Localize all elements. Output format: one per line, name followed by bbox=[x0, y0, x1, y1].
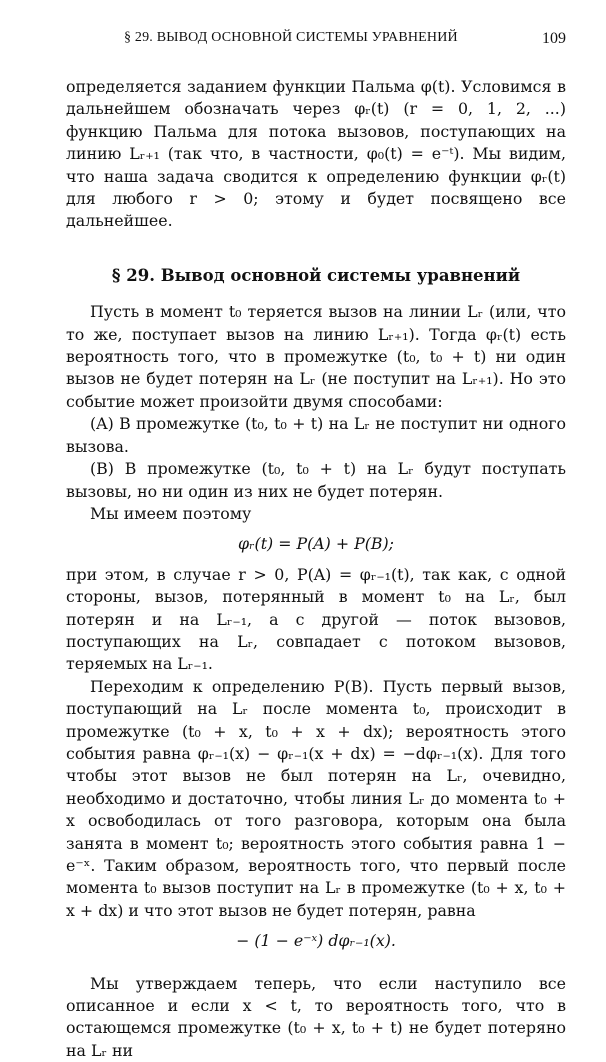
spacer bbox=[66, 961, 566, 973]
paragraph-4: Мы утверждаем теперь, что если наступило все описанное и если x < t, то вероятность того, что в остающемся промежутке (t₀ + x, t₀ + t) не будет потеряно на Lᵣ ни bbox=[66, 973, 566, 1060]
paragraph-3: Переходим к определению P(B). Пусть первый вызов, поступающий на Lᵣ после момента t₀, происходит в промежутке (t₀ + x, t₀ + x + dx); вероятность этого события равна φᵣ₋₁(x) − φᵣ₋₁(x + dx) = −dφᵣ₋₁(x). Для того чтобы этот вызов не был потерян на Lᵣ, очевидно, необходимо и достаточно, чтобы линия Lᵣ до момента t₀ + x освободилась от того разговора, которым она была занята в момент t₀; вероятность этого события равна 1 − e⁻ˣ. Таким образом, вероятность того, что первый после момента t₀ вызов поступит на Lᵣ в промежутке (t₀ + x, t₀ + x + dx) и что этот вызов не будет потерян, равна bbox=[66, 676, 566, 920]
paragraph-thus: Мы имеем поэтому bbox=[90, 503, 252, 523]
formula-2: − (1 − e⁻ˣ) dφᵣ₋₁(x). bbox=[236, 931, 396, 951]
paragraph-1: Пусть в момент t₀ теряется вызов на линии Lᵣ (или, что то же, поступает вызов на линию Lᵣ₊₁). Тогда φᵣ(t) есть вероятность того, что в промежутке (t₀, t₀ + t) ни один вызов не будет потерян на Lᵣ (не поступит на Lᵣ₊₁). Но это событие может произойти двумя способами: bbox=[66, 302, 566, 411]
paragraph-2: при этом, в случае r > 0, P(A) = φᵣ₋₁(t), так как, с одной стороны, вызов, потерянный в момент t₀ на Lᵣ, был потерян и на Lᵣ₋₁, а с другой — поток вызовов, поступающих на Lᵣ, совпадает с потоком вызовов, теряемых на Lᵣ₋₁. bbox=[66, 564, 566, 674]
section-title: § 29. Вывод основной системы уравнений bbox=[111, 265, 521, 285]
intro-paragraph: определяется заданием функции Пальма φ(t). Условимся в дальнейшем обозначать через φᵣ(t) (r = 0, 1, 2, ...) функцию Пальма для потока вызовов, поступающих на линию Lᵣ₊₁ (так что, в частности, φ₀(t) = e⁻ᵗ). Мы видим, что наша задача сводится к определению функции φᵣ(t) для любого r > 0; этому и будет посвящено все дальнейшее. bbox=[66, 77, 566, 231]
page-header bbox=[66, 30, 566, 54]
formula-1: φᵣ(t) = P(A) + P(B); bbox=[237, 534, 395, 554]
paragraph-case-a: (A) В промежутке (t₀, t₀ + t) на Lᵣ не поступит ни одного вызова. bbox=[66, 414, 566, 456]
page-body bbox=[66, 76, 566, 1062]
running-head: § 29. ВЫВОД ОСНОВНОЙ СИСТЕМЫ УРАВНЕНИЙ bbox=[124, 30, 458, 45]
paragraph-case-b: (B) В промежутке (t₀, t₀ + t) на Lᵣ будут поступать вызовы, но ни один из них не будет потерян. bbox=[66, 459, 566, 501]
page-number: 109 bbox=[542, 30, 566, 47]
